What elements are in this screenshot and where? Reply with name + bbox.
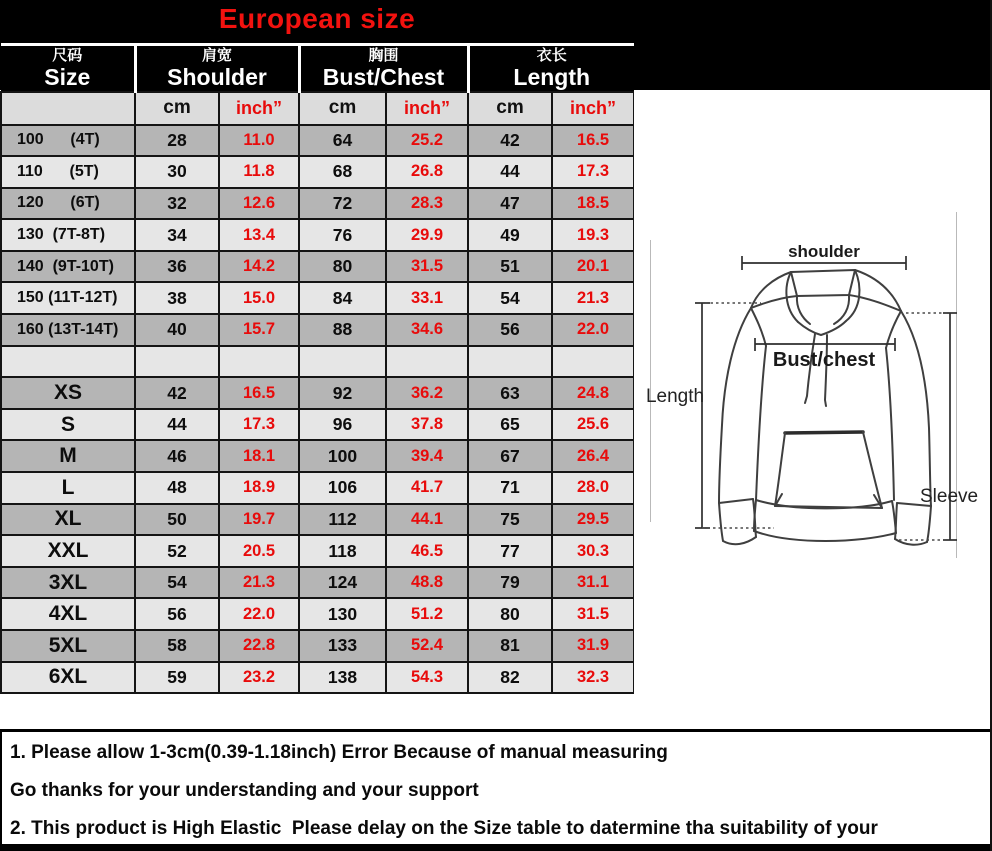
size-label: 6XL [1,662,135,694]
cm-value: 67 [468,440,552,472]
table-row [1,567,634,599]
inch-value: 20.1 [552,251,634,283]
inch-value [552,346,634,378]
unit-inch-label: inch” [386,92,468,125]
inch-value: 51.2 [386,598,468,630]
unit-inch-label: inch” [219,92,299,125]
table-row [1,377,634,409]
table-row [1,598,634,630]
table-row [1,156,634,188]
cm-value: 49 [468,219,552,251]
table-row [1,219,634,251]
cm-value [468,346,552,378]
unit-cm-label: cm [299,92,386,125]
hood-outline [751,270,901,335]
table-row [1,346,634,378]
cm-value: 124 [299,567,386,599]
inch-value: 41.7 [386,472,468,504]
cm-value: 65 [468,409,552,441]
sleeve-label: Sleeve [920,486,979,507]
inch-value: 22.0 [552,314,634,346]
cm-value: 81 [468,630,552,662]
header-bust-zh: 胸围 [368,46,399,64]
cm-value: 72 [299,188,386,220]
cm-value: 44 [135,409,219,441]
cm-value: 84 [299,282,386,314]
cm-value: 51 [468,251,552,283]
cm-value: 28 [135,125,219,157]
cm-value: 46 [135,440,219,472]
inch-value: 34.6 [386,314,468,346]
cm-value: 59 [135,662,219,694]
inch-value: 22.0 [219,598,299,630]
cm-value: 80 [299,251,386,283]
cm-value: 38 [135,282,219,314]
footer-note-1: 1. Please allow 1-3cm(0.39-1.18inch) Error Because of manual measuring [10,742,668,763]
inch-value: 26.8 [386,156,468,188]
inch-value: 11.8 [219,156,299,188]
inch-value: 36.2 [386,377,468,409]
cm-value: 56 [135,598,219,630]
inch-value: 48.8 [386,567,468,599]
cm-value: 54 [135,567,219,599]
inch-value: 15.0 [219,282,299,314]
inch-value: 22.8 [219,630,299,662]
inch-value: 31.5 [386,251,468,283]
cm-value: 54 [468,282,552,314]
inch-value: 21.3 [552,282,634,314]
hoodie-illustration [634,90,992,729]
inch-value: 17.3 [552,156,634,188]
size-label: 120 (6T) [1,188,135,220]
cm-value: 75 [468,504,552,536]
inch-value: 28.0 [552,472,634,504]
inch-value: 17.3 [219,409,299,441]
cm-value: 80 [468,598,552,630]
kangaroo-pocket [775,432,882,508]
cm-value: 40 [135,314,219,346]
cm-value: 71 [468,472,552,504]
inch-value: 21.3 [219,567,299,599]
unit-inch-label: inch” [552,92,634,125]
header-size-en: Size [44,63,91,90]
inch-value: 18.9 [219,472,299,504]
inch-value: 30.3 [552,535,634,567]
inch-value: 46.5 [386,535,468,567]
header-shoulder-en: Shoulder [167,63,267,90]
cm-value: 36 [135,251,219,283]
header-size-zh: 尺码 [52,46,83,64]
cm-value: 68 [299,156,386,188]
size-label: 140 (9T-10T) [1,251,135,283]
inch-value: 44.1 [386,504,468,536]
cm-value: 82 [468,662,552,694]
inch-value: 16.5 [552,125,634,157]
footer-note-3: 2. This product is High Elastic Please delay on the Size table to datermine tha suitability of your [10,818,878,839]
header-size [1,45,135,92]
inch-value: 15.7 [219,314,299,346]
inch-value: 54.3 [386,662,468,694]
inch-value: 25.2 [386,125,468,157]
inch-value: 20.5 [219,535,299,567]
inch-value: 18.1 [219,440,299,472]
cm-value: 64 [299,125,386,157]
inch-value: 32.3 [552,662,634,694]
inch-value [386,346,468,378]
cm-value: 58 [135,630,219,662]
inch-value: 18.5 [552,188,634,220]
cm-value: 92 [299,377,386,409]
size-label: 4XL [1,598,135,630]
header-shoulder [135,45,299,92]
cm-value: 47 [468,188,552,220]
inch-value: 11.0 [219,125,299,157]
length-label: Length [645,386,705,407]
size-label: M [1,440,135,472]
cm-value: 138 [299,662,386,694]
table-row [1,251,634,283]
table-row [1,125,634,157]
table-header-row [1,45,634,92]
table-unit-row [1,92,634,125]
table-row [1,662,634,694]
inch-value: 12.6 [219,188,299,220]
footer-note-2: Go thanks for your understanding and your support [10,780,479,801]
size-label: 160 (13T-14T) [1,314,135,346]
table-row [1,314,634,346]
header-length-zh: 衣长 [536,46,567,64]
header-shoulder-zh: 肩宽 [201,46,232,64]
header-bust-en: Bust/Chest [322,63,445,90]
size-label: XL [1,504,135,536]
table-row [1,409,634,441]
inch-value: 29.5 [552,504,634,536]
inch-value: 14.2 [219,251,299,283]
size-label [1,346,135,378]
table-row [1,472,634,504]
size-label: 110 (5T) [1,156,135,188]
cm-value: 130 [299,598,386,630]
inch-value [219,346,299,378]
cm-value: 118 [299,535,386,567]
size-label: S [1,409,135,441]
cm-value: 30 [135,156,219,188]
inch-value: 29.9 [386,219,468,251]
inch-value: 52.4 [386,630,468,662]
inch-value: 39.4 [386,440,468,472]
inch-value: 13.4 [219,219,299,251]
size-label: XXL [1,535,135,567]
page-title: European size [218,3,416,34]
cm-value: 100 [299,440,386,472]
cm-value: 63 [468,377,552,409]
unit-cm-label: cm [135,92,219,125]
size-label: 3XL [1,567,135,599]
size-label: XS [1,377,135,409]
size-label: 130 (7T-8T) [1,219,135,251]
inch-value: 28.3 [386,188,468,220]
cm-value [135,346,219,378]
footer-notes [0,729,992,851]
cm-value: 32 [135,188,219,220]
table-row [1,535,634,567]
cm-value: 56 [468,314,552,346]
size-label: 5XL [1,630,135,662]
cm-value: 48 [135,472,219,504]
size-label: 100 (4T) [1,125,135,157]
cm-value: 112 [299,504,386,536]
table-row [1,504,634,536]
cm-value: 42 [135,377,219,409]
table-row [1,630,634,662]
inch-value: 19.3 [552,219,634,251]
inch-value: 31.9 [552,630,634,662]
unit-cm-label: cm [468,92,552,125]
size-label: 150 (11T-12T) [1,282,135,314]
cm-value: 77 [468,535,552,567]
cm-value: 44 [468,156,552,188]
inch-value: 19.7 [219,504,299,536]
cm-value: 52 [135,535,219,567]
cm-value: 106 [299,472,386,504]
inch-value: 37.8 [386,409,468,441]
shoulder-label: shoulder [788,242,860,261]
inch-value: 16.5 [219,377,299,409]
inch-value: 31.1 [552,567,634,599]
cm-value: 42 [468,125,552,157]
cm-value: 50 [135,504,219,536]
table-row [1,188,634,220]
header-bust [299,45,468,92]
length-measure-line [695,303,774,528]
inch-value: 33.1 [386,282,468,314]
cm-value: 133 [299,630,386,662]
hoodie-measure-diagram [634,90,992,729]
cm-value: 88 [299,314,386,346]
inch-value: 24.8 [552,377,634,409]
table-row [1,282,634,314]
cm-value: 96 [299,409,386,441]
inch-value: 31.5 [552,598,634,630]
header-length-en: Length [513,63,591,90]
inch-value: 25.6 [552,409,634,441]
inch-value: 26.4 [552,440,634,472]
size-table [0,43,635,694]
size-label: L [1,472,135,504]
header-length [468,45,634,92]
cm-value: 34 [135,219,219,251]
cm-value: 76 [299,219,386,251]
unit-blank-cell [1,92,135,125]
table-row [1,440,634,472]
inch-value: 23.2 [219,662,299,694]
bust-label: Bust/chest [772,349,876,371]
cm-value [299,346,386,378]
cm-value: 79 [468,567,552,599]
